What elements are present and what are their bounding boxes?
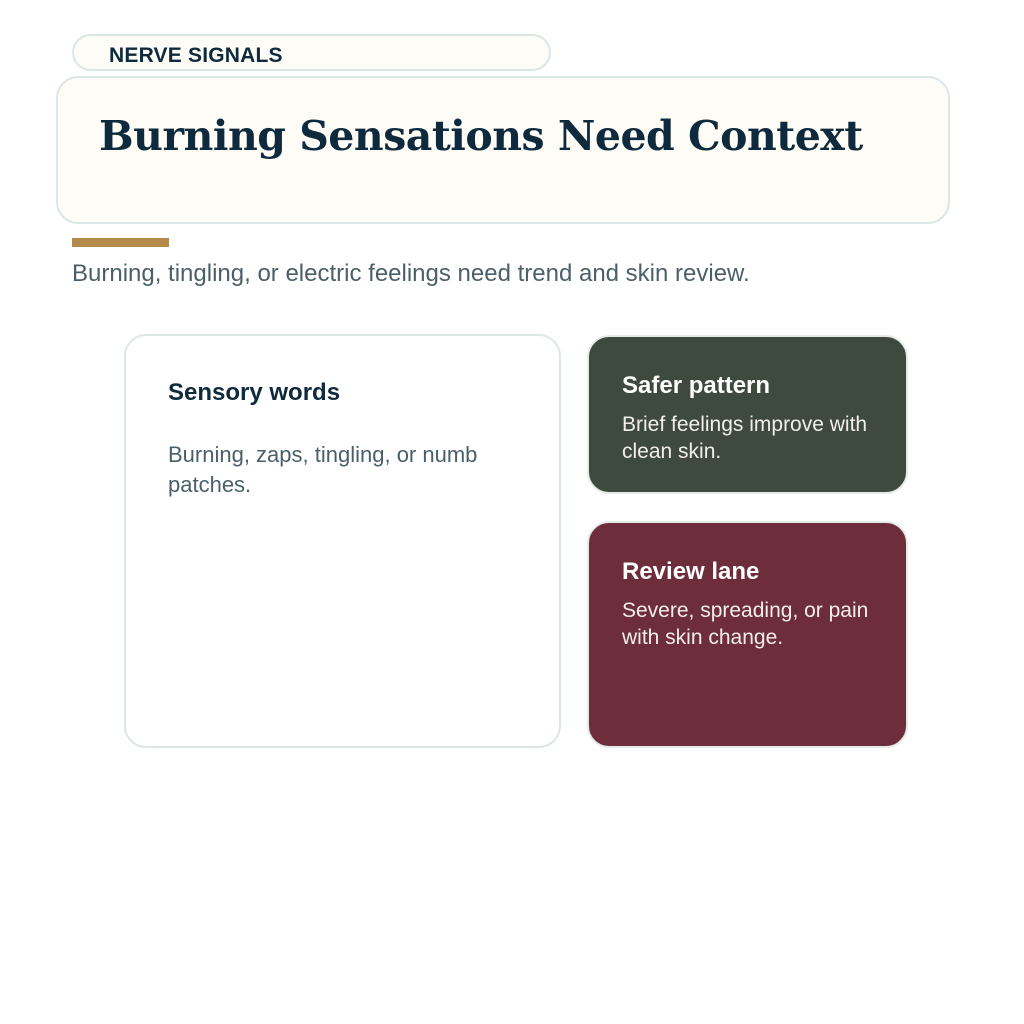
- sensory-words-heading: Sensory words: [168, 379, 341, 406]
- page-subtitle: Burning, tingling, or electric feelings need trend and skin review.: [72, 260, 750, 287]
- sensory-words-card: [124, 334, 561, 748]
- review-lane-body: Severe, spreading, or pain with skin change.: [622, 599, 869, 649]
- eyebrow-label: NERVE SIGNALS: [109, 44, 283, 67]
- sensory-words-body: Burning, zaps, tingling, or numb patches.: [168, 442, 478, 497]
- review-lane-card: [587, 521, 908, 748]
- safer-pattern-heading: Safer pattern: [622, 372, 771, 399]
- safer-pattern-card: [587, 335, 908, 494]
- accent-divider: [72, 238, 169, 247]
- review-lane-heading: Review lane: [622, 558, 760, 585]
- eyebrow-pill: [72, 34, 551, 71]
- title-card: [56, 76, 950, 224]
- safer-pattern-body: Brief feelings improve with clean skin.: [622, 413, 868, 463]
- page-title: Burning Sensations Need Context: [99, 112, 863, 160]
